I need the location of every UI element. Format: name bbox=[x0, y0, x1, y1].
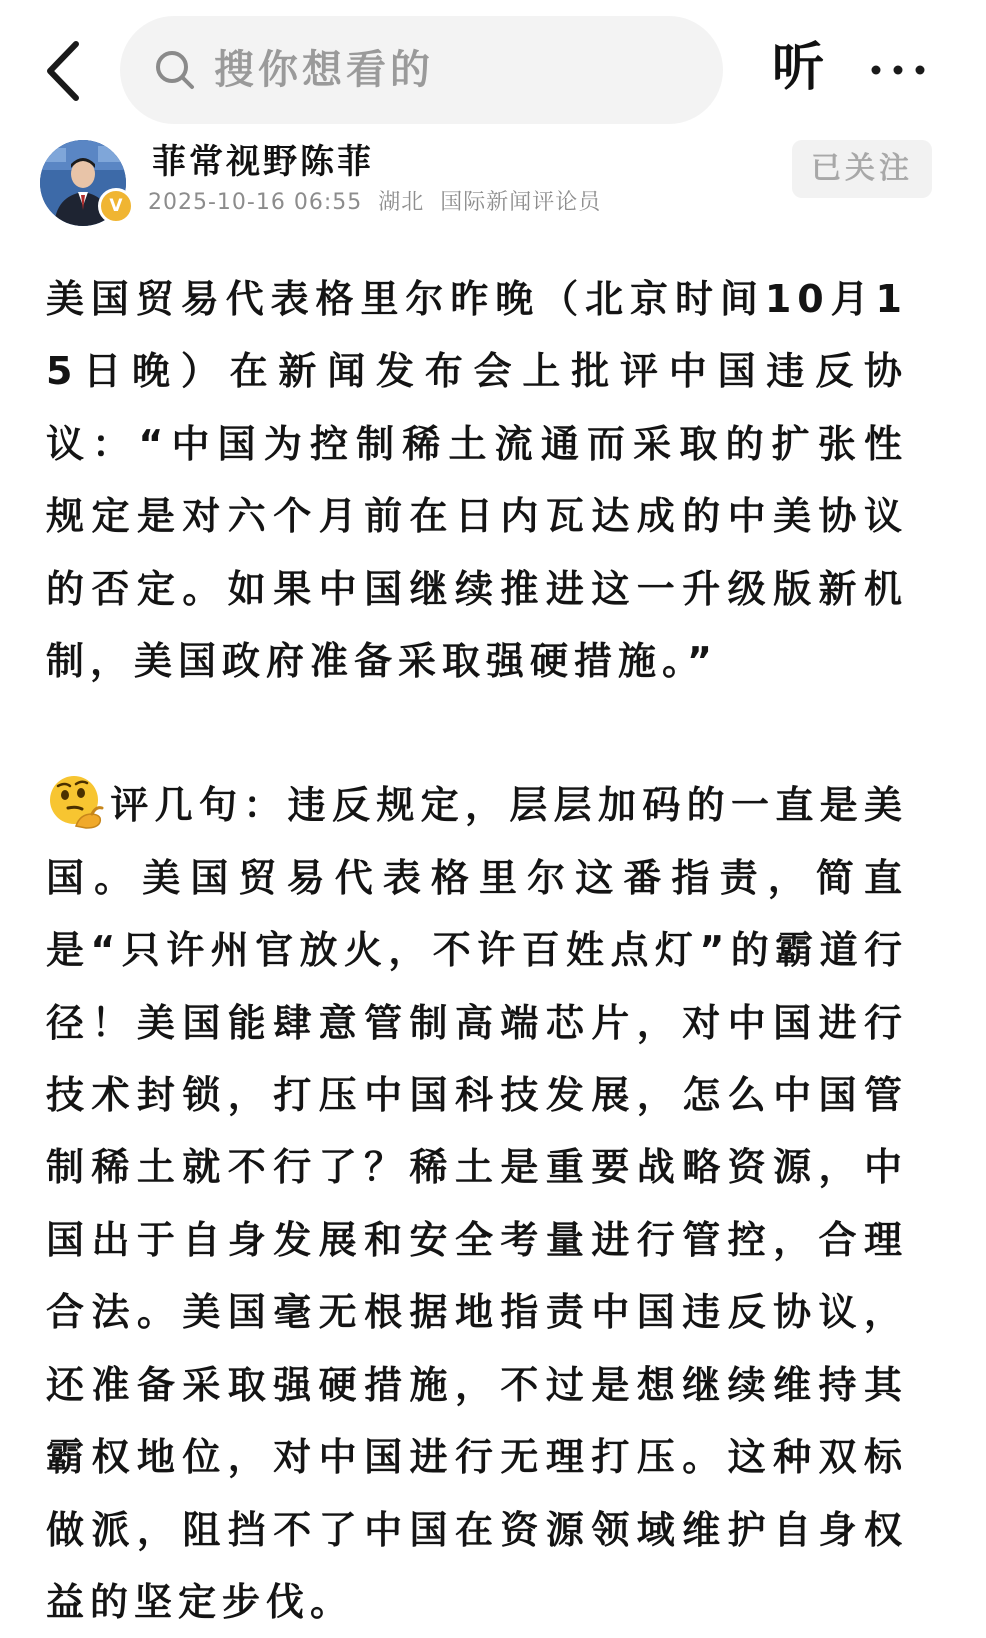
author-meta bbox=[148, 188, 609, 218]
article-paragraph: 美国贸易代表格里尔昨晚（北京时间10月15日晚）在新闻发布会上批评中国违反协议：“中国为控制稀土流通而采取的扩张性规定是对六个月前在日内瓦达成的中美协议的否定。如果中国继续推进这一升级版新机制，美国政府准备采取强硬措施。” bbox=[46, 277, 908, 684]
search-placeholder: 搜你想看的 bbox=[214, 47, 434, 93]
more-horizontal-icon bbox=[868, 52, 928, 88]
verified-badge: V bbox=[98, 188, 134, 224]
back-button[interactable] bbox=[36, 36, 96, 106]
search-input[interactable] bbox=[120, 16, 723, 124]
thinking-face-icon bbox=[46, 774, 106, 830]
more-button[interactable] bbox=[868, 52, 928, 88]
commentary-text: 评几句：违反规定，层层加码的一直是美国。美国贸易代表格里尔这番指责，简直是“只许州官放火，不许百姓点灯”的霸道行径！美国能肆意管制高端芯片，对中国进行技术封锁，打压中国科技发展，怎么中国管制稀土就不行了？稀土是重要战略资源，中国出于自身发展和安全考量进行管控，合理合法。美国毫无根据地指责中国违反协议，还准备采取强硬措施，不过是想继续维持其霸权地位，对中国进行无理打压。这种双标做派，阻挡不了中国在资源领域维护自身权益的坚定步伐。 bbox=[46, 783, 908, 1624]
article-paragraph bbox=[46, 769, 908, 1638]
listen-button[interactable]: 听 bbox=[772, 38, 825, 98]
top-bar bbox=[0, 0, 986, 140]
chevron-left-icon bbox=[36, 36, 96, 106]
author-header bbox=[0, 130, 986, 230]
follow-button[interactable]: 已关注 bbox=[792, 140, 932, 198]
post-location: 湖北 bbox=[378, 190, 425, 215]
author-title: 国际新闻评论员 bbox=[440, 190, 602, 215]
post-date: 2025-10-16 06:55 bbox=[148, 190, 363, 215]
search-icon bbox=[154, 49, 196, 91]
article-body bbox=[46, 263, 908, 1638]
author-name[interactable]: 菲常视野陈菲 bbox=[152, 142, 374, 182]
